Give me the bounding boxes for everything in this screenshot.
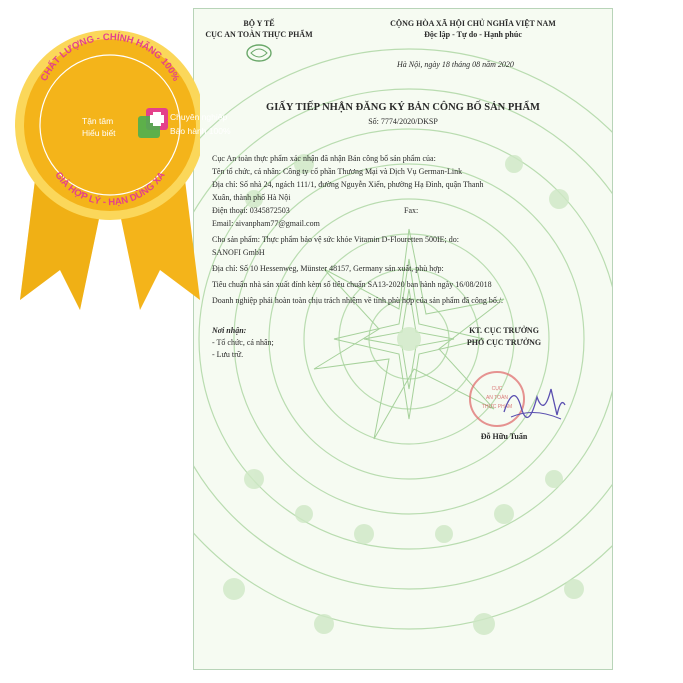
body-line: Email: aivanpham77@gmail.com: [212, 219, 320, 228]
signature: [499, 377, 569, 427]
body-line: Điện thoại: 0345872503: [212, 206, 290, 215]
signer-name: Đỗ Hữu Tuấn: [480, 432, 528, 441]
document-title: GIẤY TIẾP NHẬN ĐĂNG KÝ BẢN CÔNG BỐ SẢN PHẨM: [266, 102, 540, 113]
recipients-title: Nơi nhận:: [212, 326, 247, 335]
badge-right-line1: Chuyên nghiệp: [170, 112, 228, 122]
body-line: Cho sản phẩm: Thực phẩm bảo vệ sức khỏe Vitamin D-Flouretten 500IE; do:: [212, 235, 459, 244]
official-seal: CỤC AN TOÀN THỰC PHẨM: [469, 371, 525, 427]
certificate-document: [193, 8, 613, 670]
ministry-name: BỘ Y TẾ: [243, 19, 275, 28]
national-motto: Độc lập - Tự do - Hạnh phúc: [424, 30, 522, 39]
badge-right-line2: Bảo hành 100%: [170, 126, 231, 136]
badge-arc-bottom: GIÁ HỢP LÝ - HẠN DÙNG XA: [52, 169, 168, 209]
document-number: Số: 7774/2020/DKSP: [368, 117, 438, 126]
country-name: CỘNG HÒA XÃ HỘI CHỦ NGHĨA VIỆT NAM: [390, 19, 556, 28]
body-line: Doanh nghiệp phải hoàn toàn chịu trách nhiệm về tính phù hợp của sản phẩm đã công bố./.: [212, 296, 504, 305]
department-name: CỤC AN TOÀN THỰC PHẨM: [205, 30, 313, 39]
body-line: Địa chỉ: Số nhà 24, ngách 111/1, đường Nguyễn Xiển, phường Hạ Đình, quận Thanh: [212, 180, 484, 189]
signatory-subtitle: PHÓ CỤC TRƯỞNG: [466, 338, 542, 347]
badge-left-line1: Tận tâm: [82, 116, 114, 126]
body-line: Tiêu chuẩn nhà sản xuất đính kèm số tiêu chuẩn SA13-2020 ban hành ngày 16/08/2018: [212, 280, 492, 289]
fax-label: Fax:: [404, 206, 419, 215]
issue-date: Hà Nội, ngày 18 tháng 08 năm 2020: [397, 60, 514, 69]
body-line: SANOFI GmbH: [212, 248, 265, 257]
signatory-title: KT. CỤC TRƯỞNG: [469, 326, 539, 335]
body-line: Tên tổ chức, cá nhân: Công ty cổ phần Thương Mại và Dịch Vụ German-Link: [212, 167, 463, 176]
body-line: Xuân, thành phố Hà Nội: [212, 193, 291, 202]
badge-left-line2: Hiểu biết: [82, 128, 116, 138]
recipient-item: - Lưu trữ.: [212, 350, 244, 359]
badge-arc-top: CHẤT LƯỢNG - CHÍNH HÃNG 100%: [38, 31, 182, 84]
department-logo: [246, 43, 272, 63]
body-line: Địa chỉ: Số 10 Hessenweg, Münster 48157, Germany sản xuất, phù hợp:: [212, 264, 444, 273]
quality-badge: [0, 0, 231, 320]
recipient-item: - Tổ chức, cá nhân;: [212, 338, 274, 347]
body-line: Cục An toàn thực phẩm xác nhận đã nhận Bản công bố sản phẩm của:: [212, 154, 436, 163]
